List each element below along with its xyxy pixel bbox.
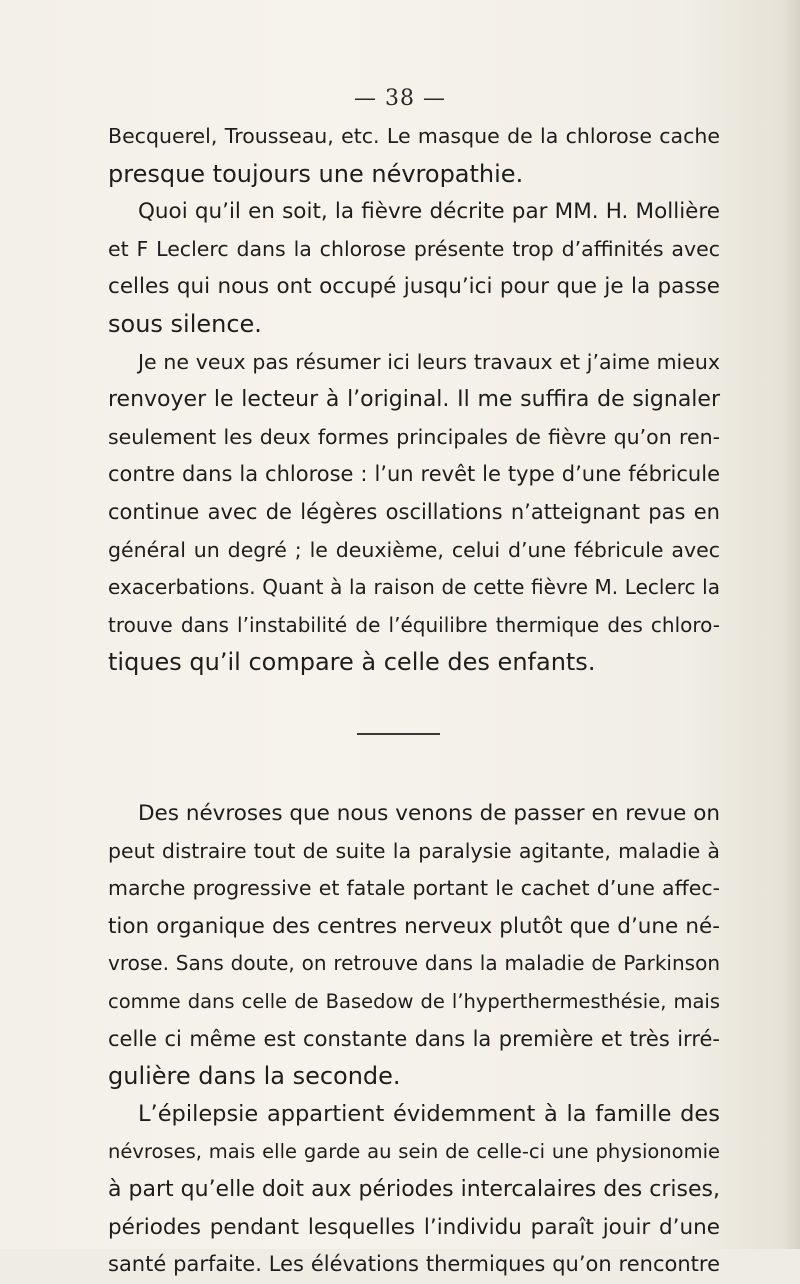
- text-line: Des névroses que nous venons de passer en revue on: [138, 801, 720, 826]
- text-line: tiques qu’il compare à celle des enfants.: [108, 648, 596, 677]
- text-line: comme dans celle de Basedow de l’hyperthermesthésie, mais: [108, 989, 720, 1013]
- text-line: continue avec de légères oscillations n’atteignant pas en: [108, 499, 720, 524]
- text-line: vrose. Sans doute, on retrouve dans la maladie de Parkinson: [108, 951, 720, 976]
- text-line: presque toujours une névropathie.: [108, 159, 524, 188]
- section-separator-rule: [357, 733, 440, 735]
- text-line: contre dans la chlorose : l’un revêt le type d’une fébricule: [108, 462, 720, 487]
- text-line: gulière dans la seconde.: [108, 1062, 401, 1091]
- text-section-nevroses: [108, 795, 720, 1284]
- page-edge-shadow: [782, 0, 800, 1249]
- text-line: périodes pendant lesquelles l’individu paraît jouir d’une: [108, 1214, 720, 1240]
- text-line: névroses, mais elle garde au sein de celle-ci une physionomie: [108, 1140, 720, 1164]
- text-line: L’épilepsie appartient évidemment à la famille des: [138, 1100, 720, 1127]
- text-section-chlorose: [108, 118, 720, 682]
- text-line: renvoyer le lecteur à l’original. Il me suffira de signaler: [108, 387, 720, 413]
- text-line: santé parfaite. Les élévations thermiques qu’on rencontre: [108, 1252, 720, 1277]
- text-line: à part qu’elle doit aux périodes intercalaires des crises,: [108, 1176, 720, 1202]
- text-line: Becquerel, Trousseau, etc. Le masque de la chlorose cache: [108, 124, 720, 148]
- text-line: celles qui nous ont occupé jusqu’ici pour que je la passe: [108, 274, 720, 300]
- text-line: sous silence.: [108, 309, 262, 338]
- text-line: exacerbations. Quant à la raison de cette fièvre M. Leclerc la: [108, 575, 720, 600]
- text-line: Quoi qu’il en soit, la fièvre décrite par MM. H. Mollière: [138, 199, 720, 225]
- page-number: — 38 —: [354, 86, 446, 111]
- text-line: peut distraire tout de suite la paralysie agitante, maladie à: [108, 838, 720, 863]
- text-line: et F Leclerc dans la chlorose présente trop d’affinités avec: [108, 236, 720, 261]
- text-line: Je ne veux pas résumer ici leurs travaux et j’aime mieux: [138, 349, 720, 374]
- text-line: marche progressive et fatale portant le cachet d’une affec-: [108, 876, 720, 901]
- text-line: trouve dans l’instabilité de l’équilibre thermique des chloro-: [108, 612, 720, 637]
- text-line: celle ci même est constante dans la première et très irré-: [108, 1026, 720, 1051]
- text-line: général un degré ; le deuxième, celui d’une fébricule avec: [108, 537, 720, 562]
- text-line: seulement les deux formes principales de fièvre qu’on ren-: [108, 424, 720, 449]
- text-line: tion organique des centres nerveux plutôt que d’une né-: [108, 913, 720, 939]
